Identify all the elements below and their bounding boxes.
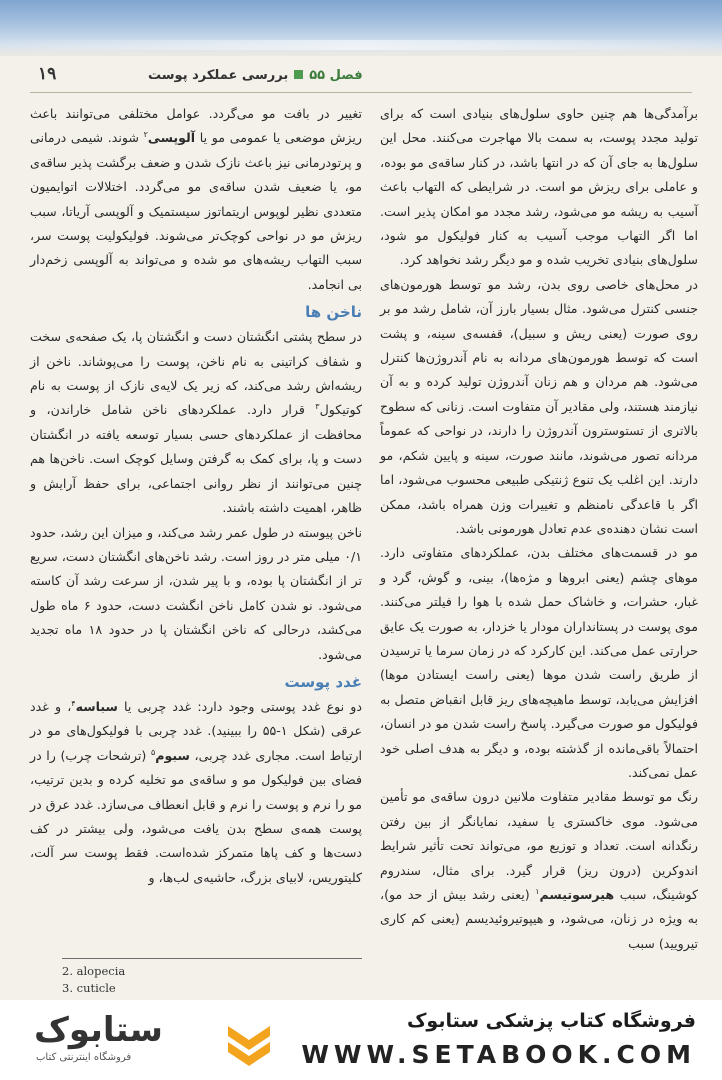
logo-subtitle: فروشگاه اینترنتی کتاب bbox=[36, 1052, 132, 1063]
chapter-number: فصل ۵۵ bbox=[309, 68, 363, 83]
text-run: قرار دارد. عملکردهای ناخن شامل خاراندن، و محافظت از عملکردهای حسی بسیار توسعه یافته در انگشتان دست و پا، برای کمک به گرفتن وسایل کوچک است. ناخن‌ها هم چنین می‌توانند از نظر روانی اجتماعی، برای حفظ آرایش و ظاهر، اهمیت داشته باشند. bbox=[30, 402, 362, 516]
logo-wordmark: ستابوک bbox=[34, 1010, 163, 1050]
footnote-item: 2. alopecia bbox=[62, 964, 126, 978]
paragraph: مو در قسمت‌های مختلف بدن، عملکردهای متفاوتی دارد. موهای چشم (یعنی ابروها و مژه‌ها)، بینی، و گوش، گرد و غبار، حشرات، و خاشاک حمل شده با هوا را فیلتر می‌کنند. موی پوست در پستانداران مودار یا خزدار، به صورت یک عایق حرارتی عمل می‌کند. این کارکرد که در زمان سرما یا ترسیدن از طریق راست شدن موها (یعنی راست ایستادن موها) افزایش می‌یابد، توسط ماهیچه‌های ریز قابل انقباض متصل به فولیکول مو صورت می‌گیرد. پاسخ راست شدن مو در انسان، احتمالاً باقی‌مانده از گذشته بوده، و دیگر به هدف اصلی خود عمل نمی‌کند. bbox=[380, 545, 698, 780]
store-logo[interactable] bbox=[34, 1010, 274, 1070]
chapter-label bbox=[148, 68, 363, 83]
page-number: ۱۹ bbox=[38, 64, 57, 84]
term-alopecia: آلوپسی bbox=[147, 130, 196, 146]
chapter-title: بررسی عملکرد پوست bbox=[148, 68, 289, 83]
banner-url-link[interactable]: WWW.SETABOOK.COM bbox=[301, 1040, 696, 1069]
text-run: (یعنی رشد بیش از حد مو)، به ویژه در زنان، می‌شود، و هیپوتیروئیدیسم (یعنی کم کاری تیرویید) سبب bbox=[380, 887, 698, 951]
footnote-ref: ۱ bbox=[535, 886, 540, 896]
left-column bbox=[30, 102, 362, 890]
footnote-item: 3. cuticle bbox=[62, 981, 116, 995]
footnote-ref: ۲ bbox=[143, 130, 148, 140]
term-sebum: سبوم bbox=[155, 747, 190, 763]
paragraph bbox=[30, 102, 362, 297]
text-run: در سطح پشتی انگشتان دست و انگشتان پا، یک صفحه‌ی سخت و شفاف کراتینی به نام ناخن، پوست را می‌پوشاند. ناخن از ریشه‌اش رشد می‌کند، که زیر یک لایه‌ی نازک از پوست به نام کوتیکول bbox=[30, 329, 362, 418]
footnote-ref: ۵ bbox=[150, 747, 156, 757]
paragraph bbox=[380, 785, 698, 956]
section-heading-nails: ناخن ها bbox=[305, 303, 362, 322]
text-run: تغییر در بافت مو می‌گردد. عوامل مختلفی می‌توانند باعث ریزش موضعی یا عمومی مو یا bbox=[30, 106, 362, 146]
page-header bbox=[30, 64, 692, 93]
text-run: دو نوع غدد پوستی وجود دارد: غدد چربی یا bbox=[124, 698, 362, 714]
square-bullet-icon bbox=[294, 70, 303, 79]
term-sebaceous: سباسه bbox=[75, 698, 118, 714]
paragraph: ناخن پیوسته در طول عمر رشد می‌کند، و میزان این رشد، حدود ۰/۱ میلی متر در روز است. رشد ناخن‌های انگشتان دست، سریع تر از انگشتان پا بوده، و با پیر شدن، از سرعت رشد آن کاسته می‌شود. نو شدن کامل ناخن انگشت دست، حدود ۶ ماه طول می‌کشد، درحالی که ناخن انگشتان پا در حدود ۱۸ ماه تجدید می‌شود. bbox=[30, 524, 362, 662]
paragraph: برآمدگی‌ها هم چنین حاوی سلول‌های بنیادی است که برای تولید مجدد پوست، به سمت بالا مهاجرت می‌کنند. محل این سلول‌ها به جای آن که در انتها باشد، در کنار ساقه‌ی مو بوده، و عاملی برای ریزش مو است. در شرایطی که التهاب باعث آسیب به ریشه مو می‌شود، رشد مجدد مو امکان پذیر است. اما اگر التهاب موجب آسیب به کنار فولیکول مو شود، سلول‌های بنیادی تخریب شده و مو دیگر رشد نخواهد کرد. bbox=[380, 106, 698, 268]
paragraph: در محل‌های خاصی روی بدن، رشد مو توسط هورمون‌های جنسی کنترل می‌شود. مثال بسیار بارز آن، شامل رشد مو بر روی صورت (یعنی ریش و سبیل)، قفسه‌ی سینه، و پشت است که توسط هورمون‌های مردانه به نام آندروژن‌ها کنترل می‌شود. هم مردان و هم زنان آندروژن تولید کرده و به آن نیازمند هستند، ولی مقادیر آن متفاوت است. زنانی که سطوح بالاتری از تستوسترون آندروژن را دارند، در نواحی که عموماً مردانه تصور می‌شوند، مانند صورت، سینه و پایین شکم، مو دارند. این اغلب یک تنوع ژنتیکی طبیعی محسوب می‌شود، اما اگر با قاعدگی نامنظم و تغییرات وزن همراه باشد، ممکن است نشان دهنده‌ی عدم تعادل هورمونی باشد. bbox=[380, 276, 698, 536]
store-banner bbox=[0, 1000, 722, 1080]
section-heading-glands: غدد پوست bbox=[284, 672, 362, 691]
paragraph bbox=[30, 325, 362, 520]
text-run: رنگ مو توسط مقادیر متفاوت ملانین درون ساقه‌ی مو تأمین می‌شود. موی خاکستری یا سفید، نمایانگر از بین رفتن رنگدانه است. تعداد و توزیع مو، می‌تواند تحت تأثیر شرایط اندوکرین (درون ریز) قرار گیرد. برای مثال، سندروم کوشینگ، سبب bbox=[380, 789, 698, 902]
footnote-ref: ۳ bbox=[315, 402, 320, 412]
text-run: (ترشحات چرب) را در فضای بین فولیکول مو و ساقه‌ی مو تخلیه کرده و بدین ترتیب، مو را نرم و پوست را نرم و قابل انعطاف می‌سازد. غدد عرق در پوست همه‌ی سطح بدن یافت می‌شود، ولی بیشتر در کف دست‌ها و کف پاها متمرکز شده‌است. فقط پوست سر آلت، کلیتوریس، لابیای بزرگ، حاشیه‌ی لب‌ها، و bbox=[30, 747, 362, 885]
text-run: شوند. شیمی درمانی و پرتودرمانی نیز باعث نازک شدن و ضعف برگشت پذیر ساقه‌ی مو، یا ضعیف شدن ساقه‌ی مو می‌گردد. اختلالات اتوایمیون متعددی نظیر لوپوس اریتماتوز سیستمیک و آلوپسی آریاتا، سبب ریزش مو در نواحی کوچک‌تر می‌شوند. فولیکولیت پوست سر، سبب التهاب ریشه‌های مو شده و می‌تواند به آلوپسی زخم‌دار بی انجامد. bbox=[30, 130, 362, 292]
right-column bbox=[380, 102, 698, 956]
banner-text bbox=[301, 1010, 696, 1069]
footnote-ref: ۴ bbox=[71, 698, 76, 708]
paragraph bbox=[30, 695, 362, 890]
footnotes bbox=[62, 958, 362, 997]
chevron-logo-icon bbox=[224, 1020, 274, 1068]
term-hirsutism: هیرسوتیسم bbox=[539, 887, 615, 902]
top-decorative-band bbox=[0, 0, 722, 56]
banner-title: فروشگاه کتاب پزشکی ستابوک bbox=[406, 1010, 696, 1032]
text-run: ، و غدد عرقی (شکل ۱-۵۵ را ببینید). غدد چربی با فولیکول‌های مو در ارتباط است. مجاری غدد چربی، bbox=[30, 698, 362, 763]
